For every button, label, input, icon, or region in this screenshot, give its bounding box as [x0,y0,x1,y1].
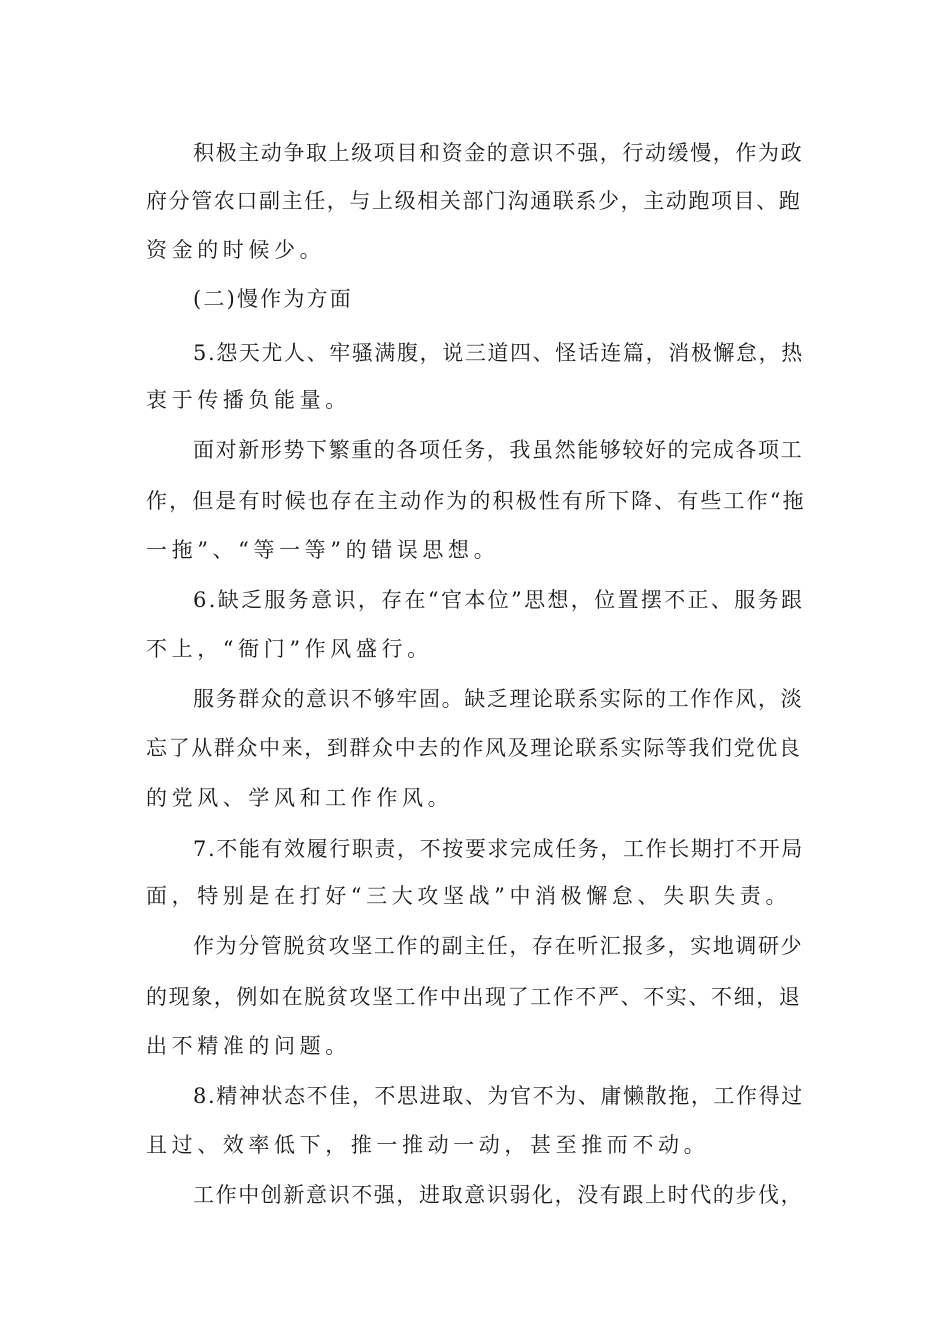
paragraph-line: 工作中创新意识不强，进取意识弱化，没有跟上时代的步伐， [193,1183,804,1207]
paragraph-line: 且过、效率低下，推一推动一动，甚至推而不动。 [146,1133,710,1157]
paragraph-line: 府分管农口副主任，与上级相关部门沟通联系少，主动跑项目、跑 [146,189,802,213]
paragraph-line: 面对新形势下繁重的各项任务，我虽然能够较好的完成各项工 [193,438,804,462]
paragraph-line: 衷于传播负能量。 [146,388,351,412]
paragraph-line: 出不精准的问题。 [146,1034,351,1058]
paragraph-line: 的党风、学风和工作作风。 [146,786,454,810]
paragraph-line: 5.怨天尤人、牢骚满腹，说三道四、怪话连篇，消极懈怠，热 [193,341,804,365]
paragraph-line: 7.不能有效履行职责，不按要求完成任务，工作长期打不开局 [193,837,804,861]
paragraph-line: 服务群众的意识不够牢固。缺乏理论联系实际的工作作风，淡 [193,687,804,711]
paragraph-line: 面，特别是在打好“三大攻坚战”中消极懈怠、失职失责。 [146,884,792,908]
paragraph-line: 一拖”、“等一等”的错误思想。 [146,538,500,562]
paragraph-line: 作为分管脱贫攻坚工作的副主任，存在听汇报多，实地调研少 [193,934,804,958]
paragraph-line: 积极主动争取上级项目和资金的意识不强，行动缓慢，作为政 [193,141,804,165]
paragraph-line: 的现象，例如在脱贫攻坚工作中出现了工作不严、不实、不细，退 [146,985,802,1009]
paragraph-line: 资金的时候少。 [146,238,326,262]
section-heading: (二)慢作为方面 [193,287,353,311]
paragraph-line: 作，但是有时候也存在主动作为的积极性有所下降、有些工作“拖 [146,489,806,513]
paragraph-line: 不上，“衙门”作风盛行。 [146,637,433,661]
paragraph-line: 6.缺乏服务意识，存在“官本位”思想，位置摆不正、服务跟 [193,588,805,612]
paragraph-line: 忘了从群众中来，到群众中去的作风及理论联系实际等我们党优良 [146,736,802,760]
paragraph-line: 8.精神状态不佳，不思进取、为官不为、庸懒散拖，工作得过 [193,1084,804,1108]
